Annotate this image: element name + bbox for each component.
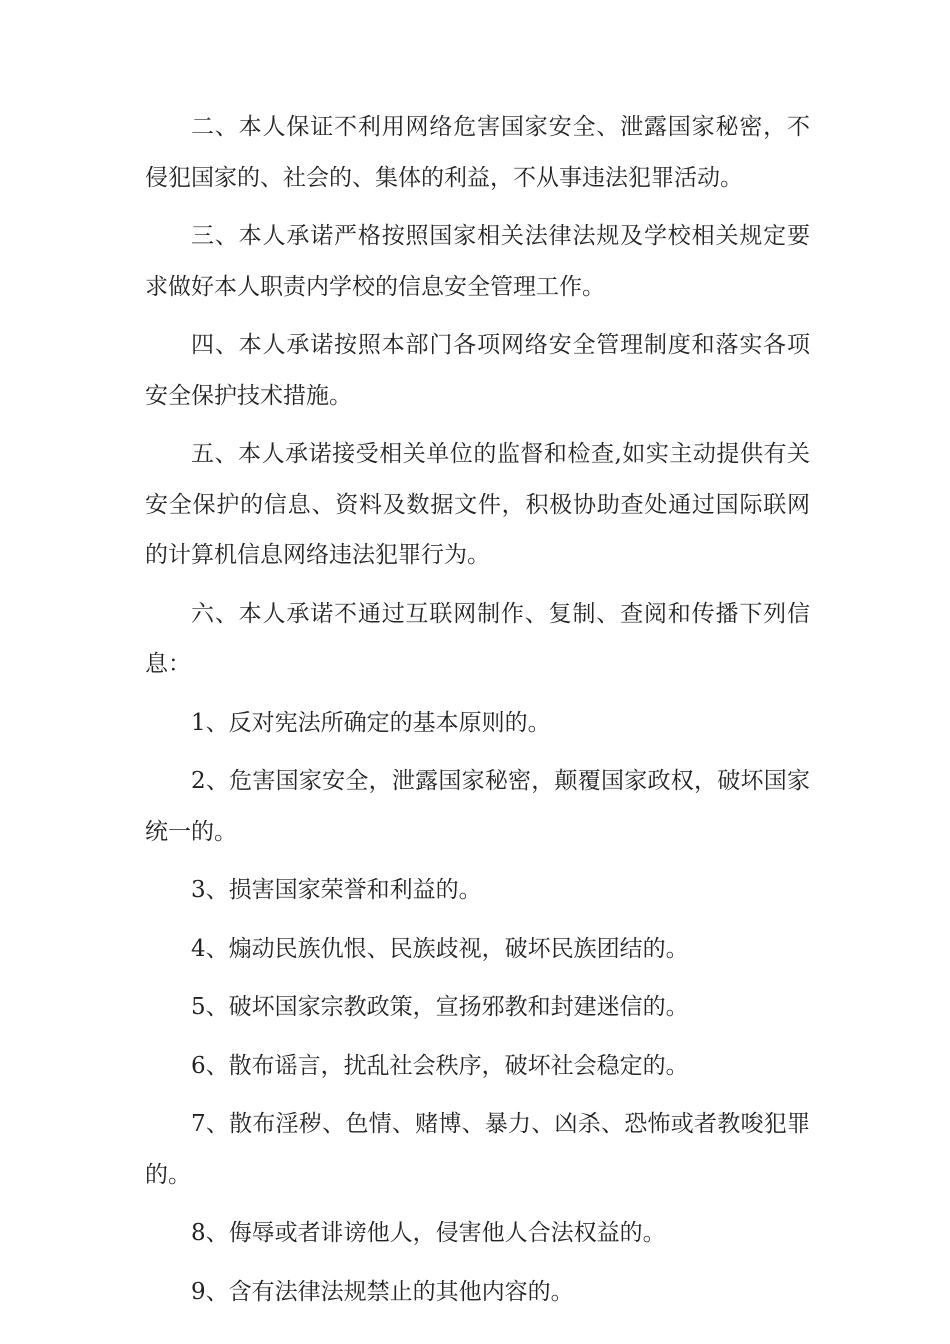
list-item-8: 8、侮辱或者诽谤他人，侵害他人合法权益的。	[191, 1220, 666, 1246]
paragraph-clause-3: 三、本人承诺严格按照国家相关法律法规及学校相关规定要求做好本人职责内学校的信息安全管理工作。	[145, 223, 810, 300]
list-item-4: 4、煽动民族仇恨、民族歧视，破坏民族团结的。	[191, 935, 689, 962]
document-body	[145, 102, 810, 1325]
paragraph-clause-4: 四、本人承诺按照本部门各项网络安全管理制度和落实各项安全保护技术措施。	[145, 332, 810, 409]
list-item-7: 7、散布淫秽、色情、赌博、暴力、凶杀、恐怖或者教唆犯罪的。	[145, 1111, 810, 1188]
paragraph-clause-2: 二、本人保证不利用网络危害国家安全、泄露国家秘密，不侵犯国家的、社会的、集体的利益，不从事违法犯罪活动。	[145, 114, 810, 191]
paragraph-clause-5: 五、本人承诺接受相关单位的监督和检查,如实主动提供有关安全保护的信息、资料及数据文件，积极协助查处通过国际联网的计算机信息网络违法犯罪行为。	[145, 441, 810, 568]
list-item-2: 2、危害国家安全，泄露国家秘密，颠覆国家政权，破坏国家统一的。	[145, 768, 810, 845]
list-item-9: 9、含有法律法规禁止的其他内容的。	[191, 1278, 574, 1305]
list-item-3: 3、损害国家荣誉和利益的。	[191, 877, 482, 903]
paragraph-clause-6: 六、本人承诺不通过互联网制作、复制、查阅和传播下列信息：	[145, 600, 810, 677]
list-item-6: 6、散布谣言，扰乱社会秩序，破坏社会稳定的。	[191, 1052, 689, 1079]
list-item-1: 1、反对宪法所确定的基本原则的。	[191, 709, 551, 736]
list-item-5: 5、破坏国家宗教政策，宣扬邪教和封建迷信的。	[191, 994, 689, 1020]
